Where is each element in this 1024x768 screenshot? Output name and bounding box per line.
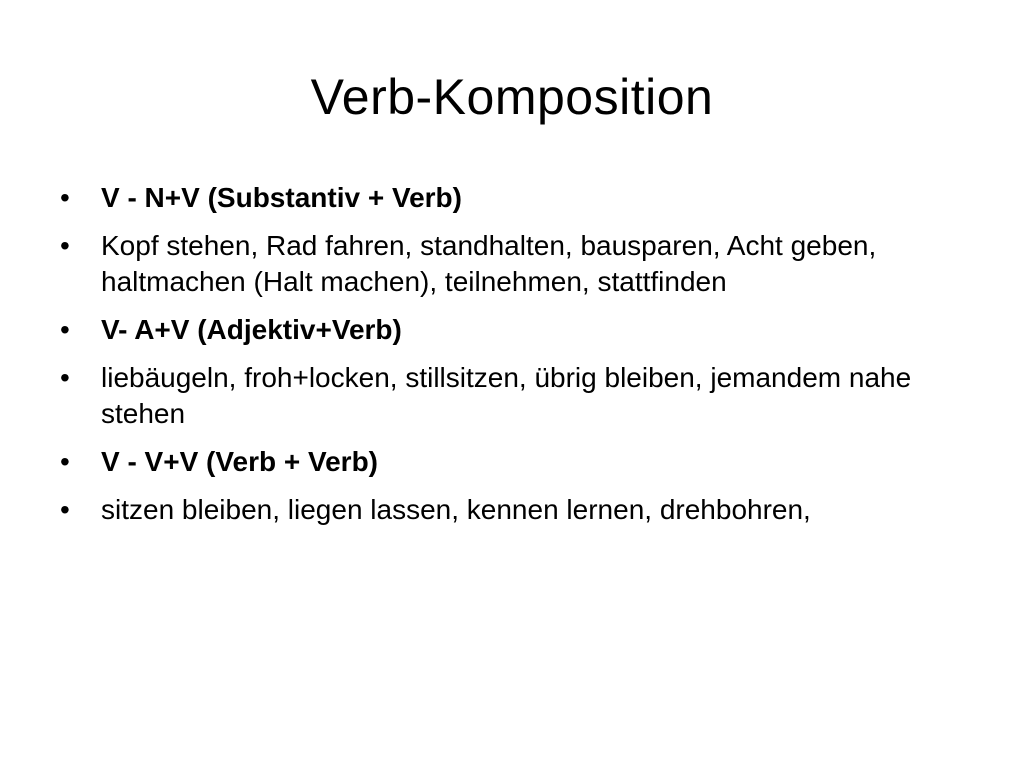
bullet-text: V- A+V (Adjektiv+Verb) [101,314,402,345]
bullet-item-examples-noun-verb [60,228,960,300]
bullet-text: sitzen bleiben, liegen lassen, kennen lernen, drehbohren, [101,494,811,525]
bullet-dot-icon: • [60,314,70,345]
bullet-text: liebäugeln, froh+locken, stillsitzen, übrig bleiben, jemandem nahe stehen [101,362,912,429]
slide-title: Verb-Komposition [310,69,714,125]
bullet-item-category-adjective-verb [60,312,960,348]
bullet-dot-icon: • [60,446,70,477]
bullet-text: V - N+V (Substantiv + Verb) [101,182,462,213]
bullet-text: V - V+V (Verb + Verb) [101,446,379,477]
bullet-item-category-noun-verb [60,180,960,216]
bullet-list [60,180,960,540]
bullet-dot-icon: • [60,362,70,393]
bullet-item-examples-verb-verb [60,492,960,528]
bullet-dot-icon: • [60,494,70,525]
bullet-item-category-verb-verb [60,444,960,480]
bullet-item-examples-adjective-verb [60,360,960,432]
bullet-text: Kopf stehen, Rad fahren, standhalten, bausparen, Acht geben, haltmachen (Halt machen), teilnehmen, stattfinden [101,230,877,297]
bullet-dot-icon: • [60,182,70,213]
bullet-dot-icon: • [60,230,70,261]
